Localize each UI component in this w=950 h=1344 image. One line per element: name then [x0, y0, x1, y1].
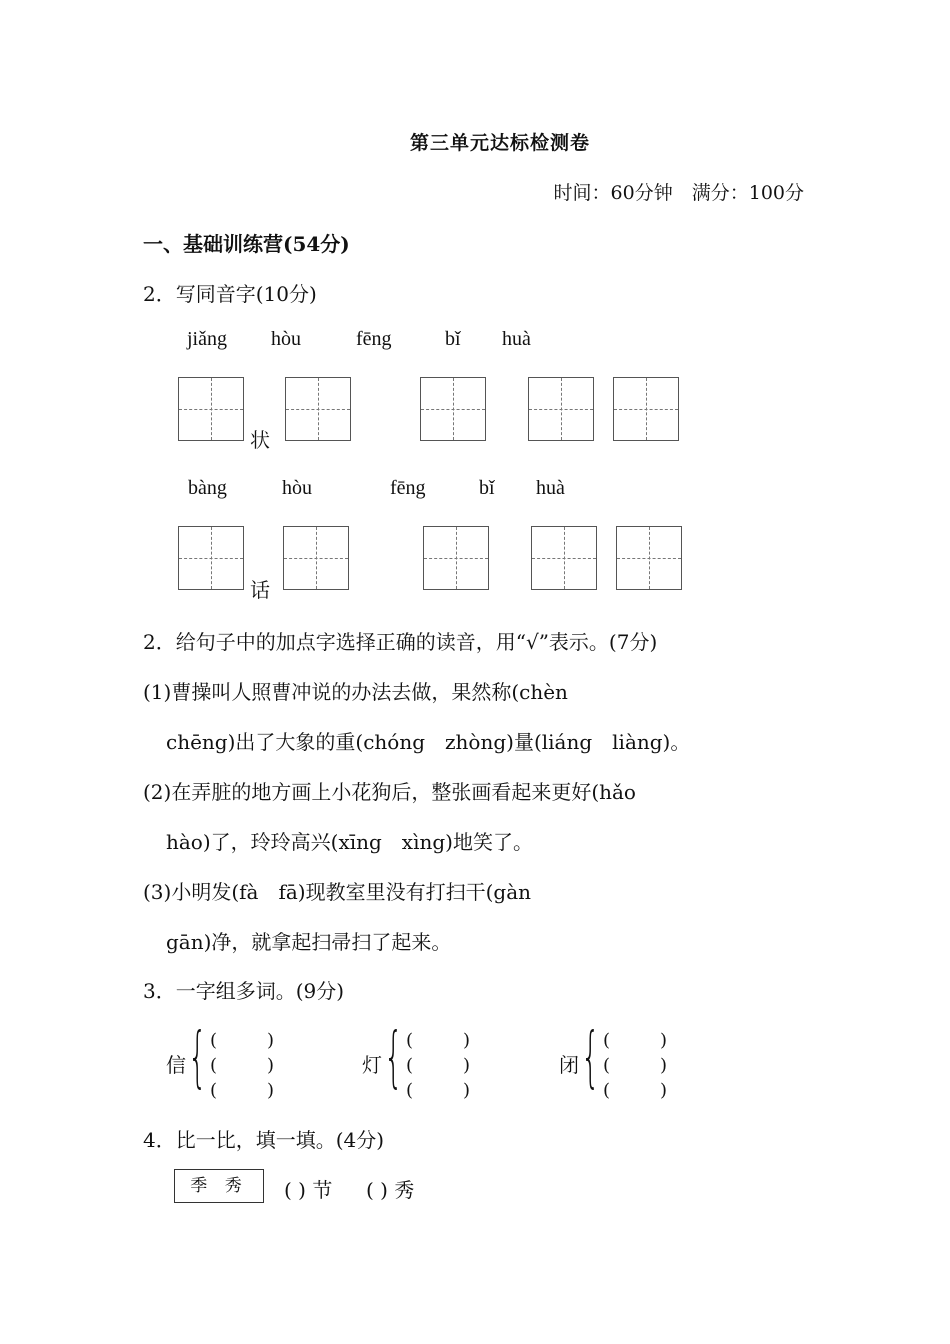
sentence-2-line-1: (2)在弄脏的地方画上小花狗后，整张画看起来更好(hǎo: [143, 780, 636, 804]
fill-blank-2[interactable]: ( ) 秀: [366, 1178, 415, 1202]
pinyin: fēng: [356, 328, 392, 350]
fill-blank-1[interactable]: ( ) 节: [284, 1178, 333, 1202]
word-char: 闭: [559, 1053, 579, 1077]
pinyin: huà: [536, 477, 565, 499]
question-3-label: 3．一字组多词。(9分): [143, 979, 345, 1003]
brace-icon: {: [581, 1018, 600, 1095]
word-blank[interactable]: ( ): [210, 1080, 291, 1101]
word-char: 灯: [362, 1053, 382, 1077]
pinyin: bǐ: [445, 328, 461, 350]
brace-icon: {: [188, 1018, 207, 1095]
writing-grid[interactable]: [423, 526, 489, 590]
word-blank[interactable]: ( ): [603, 1030, 684, 1051]
writing-grid[interactable]: [285, 377, 351, 441]
page-title: 第三单元达标检测卷: [409, 132, 590, 154]
grid-suffix: 状: [250, 428, 270, 452]
writing-grid[interactable]: [283, 526, 349, 590]
writing-grid[interactable]: [613, 377, 679, 441]
writing-grid[interactable]: [178, 377, 244, 441]
sentence-1-line-2: chēng)出了大象的重(chóng zhòng)量(liáng liàng)。: [166, 730, 691, 754]
word-blank[interactable]: ( ): [603, 1055, 684, 1076]
writing-grid[interactable]: [531, 526, 597, 590]
pinyin: hòu: [282, 477, 312, 499]
writing-grid[interactable]: [616, 526, 682, 590]
sentence-1-line-1: (1)曹操叫人照曹冲说的办法去做，果然称(chèn: [143, 680, 568, 704]
sentence-2-line-2: hào)了，玲玲高兴(xīng xìng)地笑了。: [166, 830, 533, 854]
pinyin: bǐ: [479, 477, 495, 499]
sentence-3-line-1: (3)小明发(fà fā)现教室里没有打扫干(gàn: [143, 880, 531, 904]
writing-grid[interactable]: [178, 526, 244, 590]
word-blank[interactable]: ( ): [210, 1055, 291, 1076]
sentence-3-line-2: gān)净，就拿起扫帚扫了起来。: [166, 930, 452, 954]
word-char: 信: [166, 1053, 186, 1077]
word-blank[interactable]: ( ): [210, 1030, 291, 1051]
question-4-label: 4．比一比，填一填。(4分): [143, 1128, 385, 1152]
pinyin: huà: [502, 328, 531, 350]
pinyin: fēng: [390, 477, 426, 499]
pinyin: hòu: [271, 328, 301, 350]
word-blank[interactable]: ( ): [603, 1080, 684, 1101]
writing-grid[interactable]: [528, 377, 594, 441]
word-blank[interactable]: ( ): [406, 1080, 487, 1101]
question-2-label: 2．给句子中的加点字选择正确的读音，用“√”表示。(7分): [143, 630, 658, 654]
word-blank[interactable]: ( ): [406, 1055, 487, 1076]
pinyin: bàng: [188, 477, 227, 499]
word-blank[interactable]: ( ): [406, 1030, 487, 1051]
writing-grid[interactable]: [420, 377, 486, 441]
pinyin: jiǎng: [187, 328, 227, 350]
exam-meta: 时间：60分钟 满分：100分: [553, 182, 804, 204]
compare-char-box: 季 秀: [174, 1169, 264, 1203]
grid-suffix: 话: [250, 578, 270, 602]
question-1-label: 2．写同音字(10分): [143, 282, 317, 306]
section-heading-basic: 一、基础训练营(54分): [143, 232, 350, 256]
brace-icon: {: [384, 1018, 403, 1095]
